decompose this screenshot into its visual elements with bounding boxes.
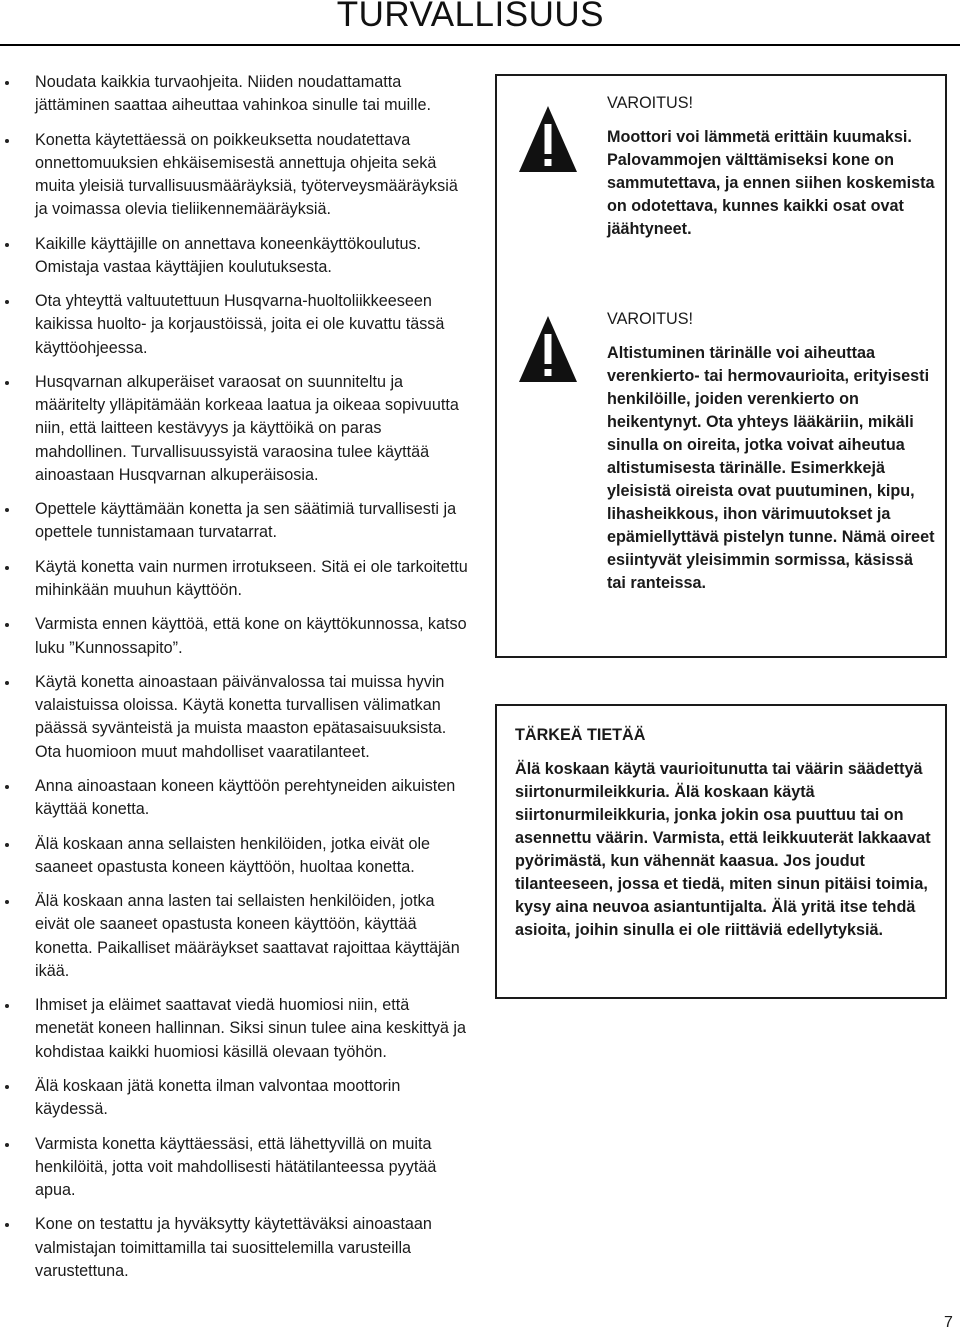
- bullet-icon: [5, 566, 9, 570]
- warning-heading: VAROITUS!: [607, 94, 694, 112]
- list-item: Opettele käyttämään konetta ja sen säätimiä turvallisesti ja opettele tunnistamaan turvatarrat.: [0, 498, 470, 544]
- warning-text: Altistuminen tärinälle voi aiheuttaa verenkierto- tai hermovaurioita, erityisesti henkilöille, joiden verenkierto on heikentynyt. Ota yhteys lääkäriin, mikäli sinulla on oireita, jotka voivat aiheutua altistumisesta tärinälle. Esimerkkejä yleisistä oireista ovat puutuminen, kipu, lihasheikkous, ihon värimuutokset ja epämiellyttävä pistelyn tunne. Nämä oireet esiintyvät yleisimmin sormissa, käsissä tai ranteissa.: [607, 344, 935, 592]
- warning-text: Moottori voi lämmetä erittäin kuumaksi. Palovammojen välttämiseksi kone on sammutettava, ja ennen siihen koskemista on odotettava, kunnes kaikki osat ovat jäähtyneet.: [607, 128, 935, 238]
- list-item: Varmista konetta käyttäessäsi, että lähettyvillä on muita henkilöitä, jotta voit mahdollisesti hätätilanteessa pyytää apua.: [0, 1133, 470, 1203]
- bullet-icon: [5, 1004, 9, 1008]
- warning-triangle-icon: [517, 314, 579, 384]
- bullet-icon: [5, 681, 9, 685]
- list-item: Konetta käytettäessä on poikkeuksetta noudatettava onnettomuuksien ehkäisemisestä annettuja ohjeita sekä muita yleisiä turvallisuusmääräyksiä, työterveysmääräyksiä ja voimassa olevia tieliikennemääräyksiä.: [0, 129, 470, 222]
- bullet-icon: [5, 843, 9, 847]
- bullet-icon: [5, 243, 9, 247]
- list-item: Noudata kaikkia turvaohjeita. Niiden noudattamatta jättäminen saattaa aiheuttaa vahinkoa sinulle tai muille.: [0, 71, 470, 117]
- bullet-icon: [5, 139, 9, 143]
- bullet-icon: [5, 1143, 9, 1147]
- bullet-icon: [5, 1085, 9, 1089]
- bullet-icon: [5, 785, 9, 789]
- list-item: Ihmiset ja eläimet saattavat viedä huomiosi niin, että menetät koneen hallinnan. Siksi sinun tulee aina keskittyä ja kohdistaa kaikki huomiosi käsillä olevaan työhön.: [0, 994, 470, 1064]
- bullet-icon: [5, 81, 9, 85]
- important-heading: TÄRKEÄ TIETÄÄ: [515, 726, 646, 744]
- list-item: Ota yhteyttä valtuutettuun Husqvarna-huoltoliikkeeseen kaikissa huolto- ja korjaustöissä, joita ei ole kuvattu tässä käyttöohjeessa.: [0, 290, 470, 360]
- page-title: TURVALLISUUS: [336, 0, 604, 34]
- bullet-icon: [5, 1223, 9, 1227]
- page-number: 7: [944, 1314, 953, 1331]
- list-item: Käytä konetta ainoastaan päivänvalossa tai muissa hyvin valaistuissa oloissa. Käytä konetta turvallisen välimatkan päässä syvänteistä ja muista maaston epätasaisuuksista. Ota huomioon muut mahdolliset vaaratilanteet.: [0, 671, 470, 764]
- list-item: Kone on testattu ja hyväksytty käytettäväksi ainoastaan valmistajan toimittamilla tai suosittelemilla varusteilla varustettuna.: [0, 1213, 470, 1283]
- list-item: Älä koskaan anna sellaisten henkilöiden, jotka eivät ole saaneet opastusta koneen käyttöön, huoltaa konetta.: [0, 833, 470, 879]
- important-box: [495, 704, 947, 999]
- list-item: Käytä konetta vain nurmen irrotukseen. Sitä ei ole tarkoitettu mihinkään muuhun käyttöön.: [0, 556, 470, 602]
- list-item: Älä koskaan jätä konetta ilman valvontaa moottorin käydessä.: [0, 1075, 470, 1121]
- list-item: Husqvarnan alkuperäiset varaosat on suunniteltu ja määritelty ylläpitämään korkeaa laatua ja oikeaa sopivuutta niin, että laitteen kestävyys ja käyttöikä on paras mahdollinen. Turvallisuussyistä varaosina tulee käyttää ainoastaan Husqvarnan alkuperäisosia.: [0, 371, 470, 487]
- list-item: Kaikille käyttäjille on annettava koneenkäyttökoulutus. Omistaja vastaa käyttäjien koulutuksesta.: [0, 233, 470, 279]
- bullet-icon: [5, 381, 9, 385]
- bullet-icon: [5, 508, 9, 512]
- warning-triangle-icon: [517, 104, 579, 174]
- important-text: Älä koskaan käytä vaurioitunutta tai väärin säädettyä siirtonurmileikkuria. Älä koskaan käytä siirtonurmileikkuria, jonka jokin osa puuttuu tai on asennettu väärin. Varmista, että leikkuuterät lakkaavat pyörimästä, kun vähennät kaasua. Jos joudut tilanteeseen, jossa et tiedä, miten sinun pitäisi toimia, kysy aina neuvoa asiantuntijalta. Älä yritä itse tehdä asioita, joihin sinulla ei ole riittäviä edellytyksiä.: [515, 760, 931, 939]
- bullet-icon: [5, 300, 9, 304]
- list-item: Anna ainoastaan koneen käyttöön perehtyneiden aikuisten käyttää konetta.: [0, 775, 470, 821]
- bullet-icon: [5, 900, 9, 904]
- header-rule: [0, 44, 960, 46]
- list-item: Varmista ennen käyttöä, että kone on käyttökunnossa, katso luku ”Kunnossapito”.: [0, 613, 470, 659]
- warning-heading: VAROITUS!: [607, 310, 694, 328]
- safety-instructions: [0, 71, 470, 1294]
- safety-list: [0, 71, 470, 1283]
- warning-box: [495, 74, 947, 658]
- list-item: Älä koskaan anna lasten tai sellaisten henkilöiden, jotka eivät ole saaneet opastusta koneen käyttöön, käyttää konetta. Paikalliset määräykset saattavat rajoittaa käyttäjän ikää.: [0, 890, 470, 983]
- bullet-icon: [5, 623, 9, 627]
